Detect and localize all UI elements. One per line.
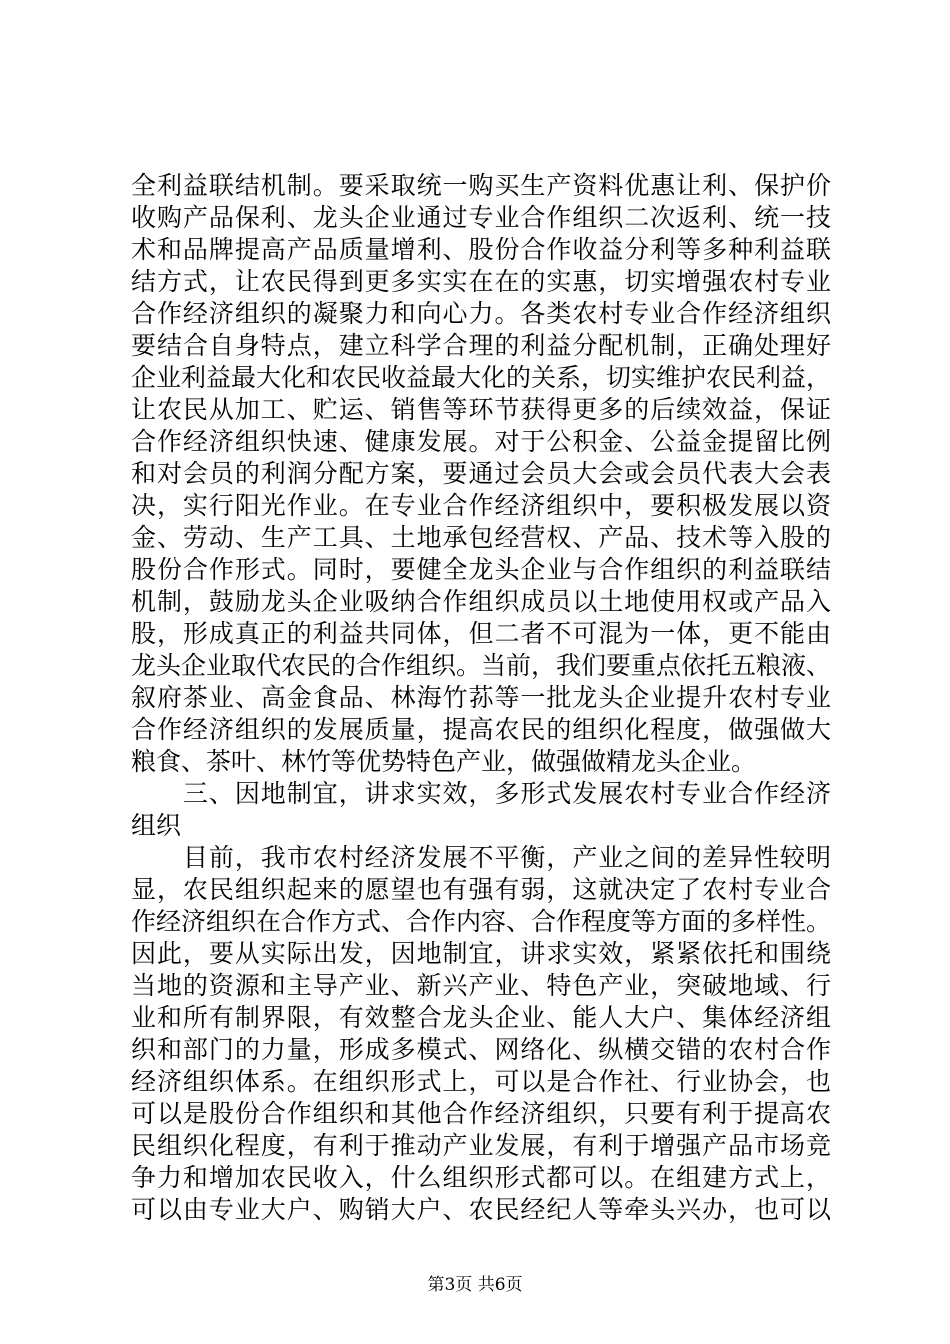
text-line: 和对会员的利润分配方案，要通过会员大会或会员代表大会表 [131, 459, 831, 488]
text-line: 术和品牌提高产品质量增利、股份合作收益分利等多种利益联 [131, 235, 831, 264]
body-text [131, 170, 831, 1226]
page-number-footer: 第3页 共6页 [427, 1275, 523, 1295]
text-line: 作经济组织在合作方式、合作内容、合作程度等方面的多样性。 [131, 907, 831, 936]
text-line: 要结合自身特点，建立科学合理的利益分配机制，正确处理好 [131, 331, 831, 360]
text-line: 织和部门的力量，形成多模式、网络化、纵横交错的农村合作 [131, 1035, 831, 1064]
text-line: 股，形成真正的利益共同体，但二者不可混为一体，更不能由 [131, 619, 831, 648]
text-line: 目前，我市农村经济发展不平衡，产业之间的差异性较明 [131, 843, 831, 872]
text-line: 企业利益最大化和农民收益最大化的关系，切实维护农民利益， [131, 363, 831, 392]
text-line: 可以由专业大户、购销大户、农民经纪人等牵头兴办，也可以 [131, 1195, 831, 1224]
text-line: 龙头企业取代农民的合作组织。当前，我们要重点依托五粮液、 [131, 651, 831, 680]
text-line: 显，农民组织起来的愿望也有强有弱，这就决定了农村专业合 [131, 875, 831, 904]
text-line: 民组织化程度，有利于推动产业发展，有利于增强产品市场竞 [131, 1131, 831, 1160]
text-line: 结方式，让农民得到更多实实在在的实惠，切实增强农村专业 [131, 267, 831, 296]
text-line: 粮食、茶叶、林竹等优势特色产业，做强做精龙头企业。 [131, 747, 757, 776]
text-line: 叙府茶业、高金食品、林海竹荪等一批龙头企业提升农村专业 [131, 683, 831, 712]
text-line: 当地的资源和主导产业、新兴产业、特色产业，突破地域、行 [131, 971, 831, 1000]
section-heading: 三、因地制宜，讲求实效，多形式发展农村专业合作经济 [131, 779, 831, 808]
text-line: 金、劳动、生产工具、土地承包经营权、产品、技术等入股的 [131, 523, 831, 552]
text-line: 经济组织体系。在组织形式上，可以是合作社、行业协会，也 [131, 1067, 831, 1096]
text-line: 合作经济组织的发展质量，提高农民的组织化程度，做强做大 [131, 715, 831, 744]
text-line: 合作经济组织的凝聚力和向心力。各类农村专业合作经济组织 [131, 299, 831, 328]
text-line: 决，实行阳光作业。在专业合作经济组织中，要积极发展以资 [131, 491, 831, 520]
text-line: 业和所有制界限，有效整合龙头企业、能人大户、集体经济组 [131, 1003, 831, 1032]
text-line: 可以是股份合作组织和其他合作经济组织，只要有利于提高农 [131, 1099, 831, 1128]
text-line: 争力和增加农民收入，什么组织形式都可以。在组建方式上， [131, 1163, 831, 1192]
text-line: 股份合作形式。同时，要健全龙头企业与合作组织的利益联结 [131, 555, 831, 584]
text-line: 全利益联结机制。要采取统一购买生产资料优惠让利、保护价 [131, 171, 831, 200]
section-heading: 组织 [131, 811, 182, 840]
text-line: 因此，要从实际出发，因地制宜，讲求实效，紧紧依托和围绕 [131, 939, 831, 968]
text-line: 合作经济组织快速、健康发展。对于公积金、公益金提留比例 [131, 427, 831, 456]
text-line: 机制，鼓励龙头企业吸纳合作组织成员以土地使用权或产品入 [131, 587, 831, 616]
text-line: 让农民从加工、贮运、销售等环节获得更多的后续效益，保证 [131, 395, 831, 424]
text-line: 收购产品保利、龙头企业通过专业合作组织二次返利、统一技 [131, 203, 831, 232]
